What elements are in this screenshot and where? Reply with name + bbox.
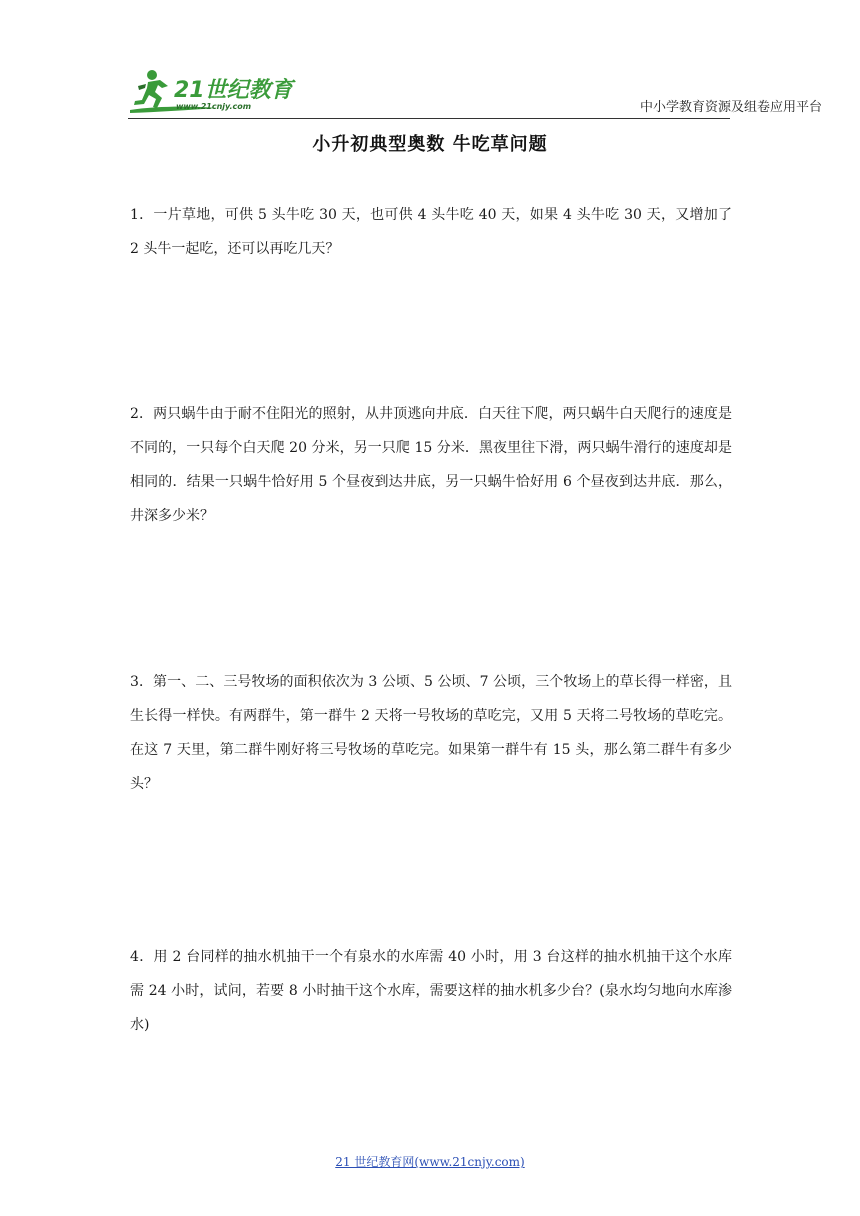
problem-3: 3．第一、二、三号牧场的面积依次为 3 公顷、5 公顷、7 公顷，三个牧场上的草长得一样密，且生长得一样快。有两群牛，第一群牛 2 天将一号牧场的草吃完，又用 5 天将二号牧场的草吃完。在这 7 天里，第二群牛刚好将三号牧场的草吃完。如果第一群牛有 15 头，那么第二群牛有多少头？ xyxy=(130,674,732,792)
logo-icon xyxy=(128,66,298,116)
page-title: 小升初典型奥数 牛吃草问题 xyxy=(312,134,548,155)
problem-2: 2．两只蜗牛由于耐不住阳光的照射，从井顶逃向井底．白天往下爬，两只蜗牛白天爬行的速度是不同的，一只每个白天爬 20 分米，另一只爬 15 分米．黑夜里往下滑，两只蜗牛滑行的速度却是相同的．结果一只蜗牛恰好用 5 个昼夜到达井底，另一只蜗牛恰好用 6 个昼夜到达井底．那么，井深多少米？ xyxy=(130,406,732,524)
platform-tagline: 中小学教育资源及组卷应用平台 xyxy=(639,100,822,115)
footer-site-link[interactable]: 21 世纪教育网(www.21cnjy.com) xyxy=(335,1155,525,1169)
logo xyxy=(128,66,298,116)
problem-1: 1．一片草地，可供 5 头牛吃 30 天，也可供 4 头牛吃 40 天，如果 4 头牛吃 30 天，又增加了 2 头牛一起吃，还可以再吃几天？ xyxy=(130,207,732,257)
problem-4: 4．用 2 台同样的抽水机抽干一个有泉水的水库需 40 小时，用 3 台这样的抽水机抽干这个水库需 24 小时，试问，若要 8 小时抽干这个水库，需要这样的抽水机多少台？(泉水均匀地向水库渗水) xyxy=(130,949,732,1033)
page-header xyxy=(128,66,822,120)
header-divider xyxy=(128,118,730,119)
logo-text: 21世纪教育 xyxy=(174,78,293,103)
logo-url-text: www.21cnjy.com xyxy=(176,102,252,111)
page-footer xyxy=(0,1153,860,1170)
